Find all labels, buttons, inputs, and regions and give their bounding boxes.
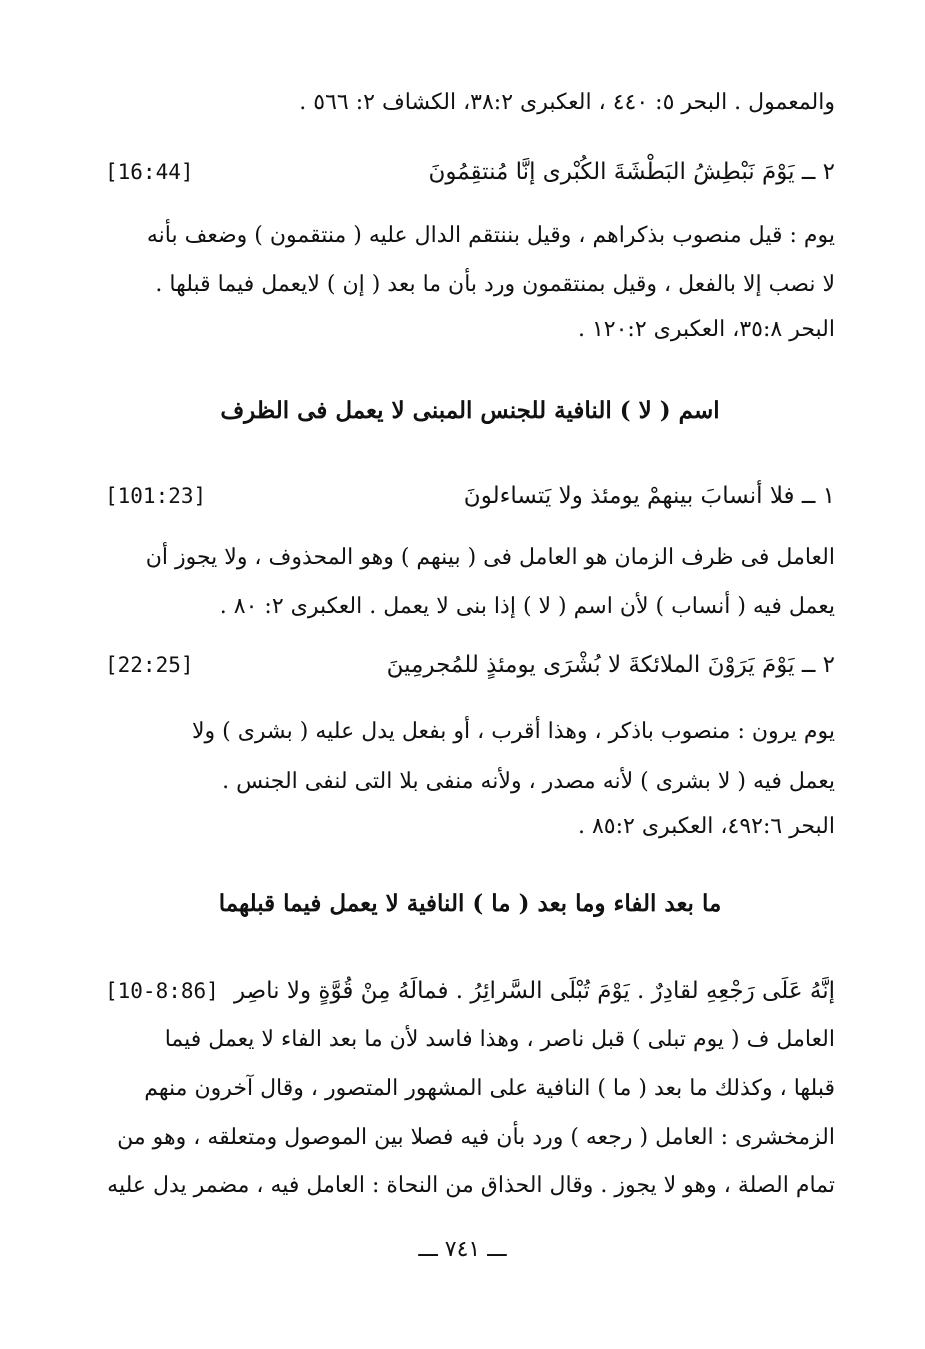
verse-1-text: ٢ ــ يَوْمَ نَبْطِشُ البَطْشَةَ الكُبْرى إنَّا مُنتقِمُونَ xyxy=(428,159,835,185)
paragraph-2-line-1: العامل فى ظرف الزمان هو العامل فى ( بينهم ) وهو المحذوف ، ولا يجوز أن xyxy=(145,545,835,570)
verse-2-line xyxy=(105,479,835,513)
paragraph-1-line-3: البحر ٣٥:٨، العكبرى ١٢٠:٢ . xyxy=(577,317,835,342)
verse-3-text: ٢ ــ يَوْمَ يَرَوْنَ الملائكةَ لا بُشْرَى يومئذٍ للمُجرمِينَ xyxy=(386,652,835,678)
verse-1-reference: [16:44] xyxy=(105,160,194,184)
paragraph-4-line-2: قبلها ، وكذلك ما بعد ( ما ) النافية على المشهور المتصور ، وقال آخرون منهم xyxy=(144,1076,835,1101)
paragraph-4-line-3: الزمخشرى : العامل ( رجعه ) ورد بأن فيه فصلا بين الموصول ومتعلقه ، وهو من xyxy=(117,1125,835,1150)
paragraph-3-line-1: يوم يرون : منصوب باذكر ، وهذا أقرب ، أو بفعل يدل عليه ( بشرى ) ولا xyxy=(191,719,835,744)
paragraph-3-line-2: يعمل فيه ( لا بشرى ) لأنه مصدر ، ولأنه منفى بلا التى لنفى الجنس . xyxy=(222,769,835,794)
paragraph-4-line-4: تمام الصلة ، وهو لا يجوز . وقال الحذاق من النحاة : العامل فيه ، مضمر يدل عليه xyxy=(107,1173,835,1198)
paragraph-3-line-3: البحر ٤٩٢:٦، العكبرى ٨٥:٢ . xyxy=(577,814,835,839)
verse-1-line xyxy=(105,155,835,189)
section-heading-2: ما بعد الفاء وما بعد ( ما ) النافية لا يعمل فيما قبلهما xyxy=(218,890,722,917)
verse-4-reference: [10-8:86] xyxy=(105,979,219,1003)
top-reference-line: والمعمول . البحر ٥: ٤٤٠ ، العكبرى ٣٨:٢، الكشاف ٢: ٥٦٦ . xyxy=(299,90,835,115)
verse-4-line xyxy=(105,974,835,1008)
paragraph-1-line-2: لا نصب إلا بالفعل ، وقيل بمنتقمون ورد بأن ما بعد ( إن ) لايعمل فيما قبلها . xyxy=(155,272,835,297)
page-number: ـــ ٧٤١ ـــ xyxy=(418,1237,507,1262)
section-heading-1: اسم ( لا ) النافية للجنس المبنى لا يعمل فى الظرف xyxy=(220,397,720,424)
verse-2-reference: [101:23] xyxy=(105,484,207,508)
paragraph-4-line-1: العامل ف ( يوم تبلى ) قبل ناصر ، وهذا فاسد لأن ما بعد الفاء لا يعمل فيما xyxy=(164,1027,835,1052)
verse-4-text: إنَّهُ عَلَى رَجْعِهِ لقادِرٌ . يَوْمَ تُبْلَى السَّرائِرُ . فمالَهُ مِنْ قُوَّةٍ ولا ناصِر xyxy=(233,978,835,1004)
paragraph-1-line-1: يوم : قيل منصوب بذكراهم ، وقيل بننتقم الدال عليه ( منتقمون ) وضعف بأنه xyxy=(146,223,835,248)
verse-2-text: ١ ــ فلا أنسابَ بينهمْ يومئذ ولا يَتساءلونَ xyxy=(463,483,835,509)
verse-3-reference: [22:25] xyxy=(105,653,194,677)
paragraph-2-line-2: يعمل فيه ( أنساب ) لأن اسم ( لا ) إذا بنى لا يعمل . العكبرى ٢: ٨٠ . xyxy=(219,594,835,619)
verse-3-line xyxy=(105,648,835,682)
